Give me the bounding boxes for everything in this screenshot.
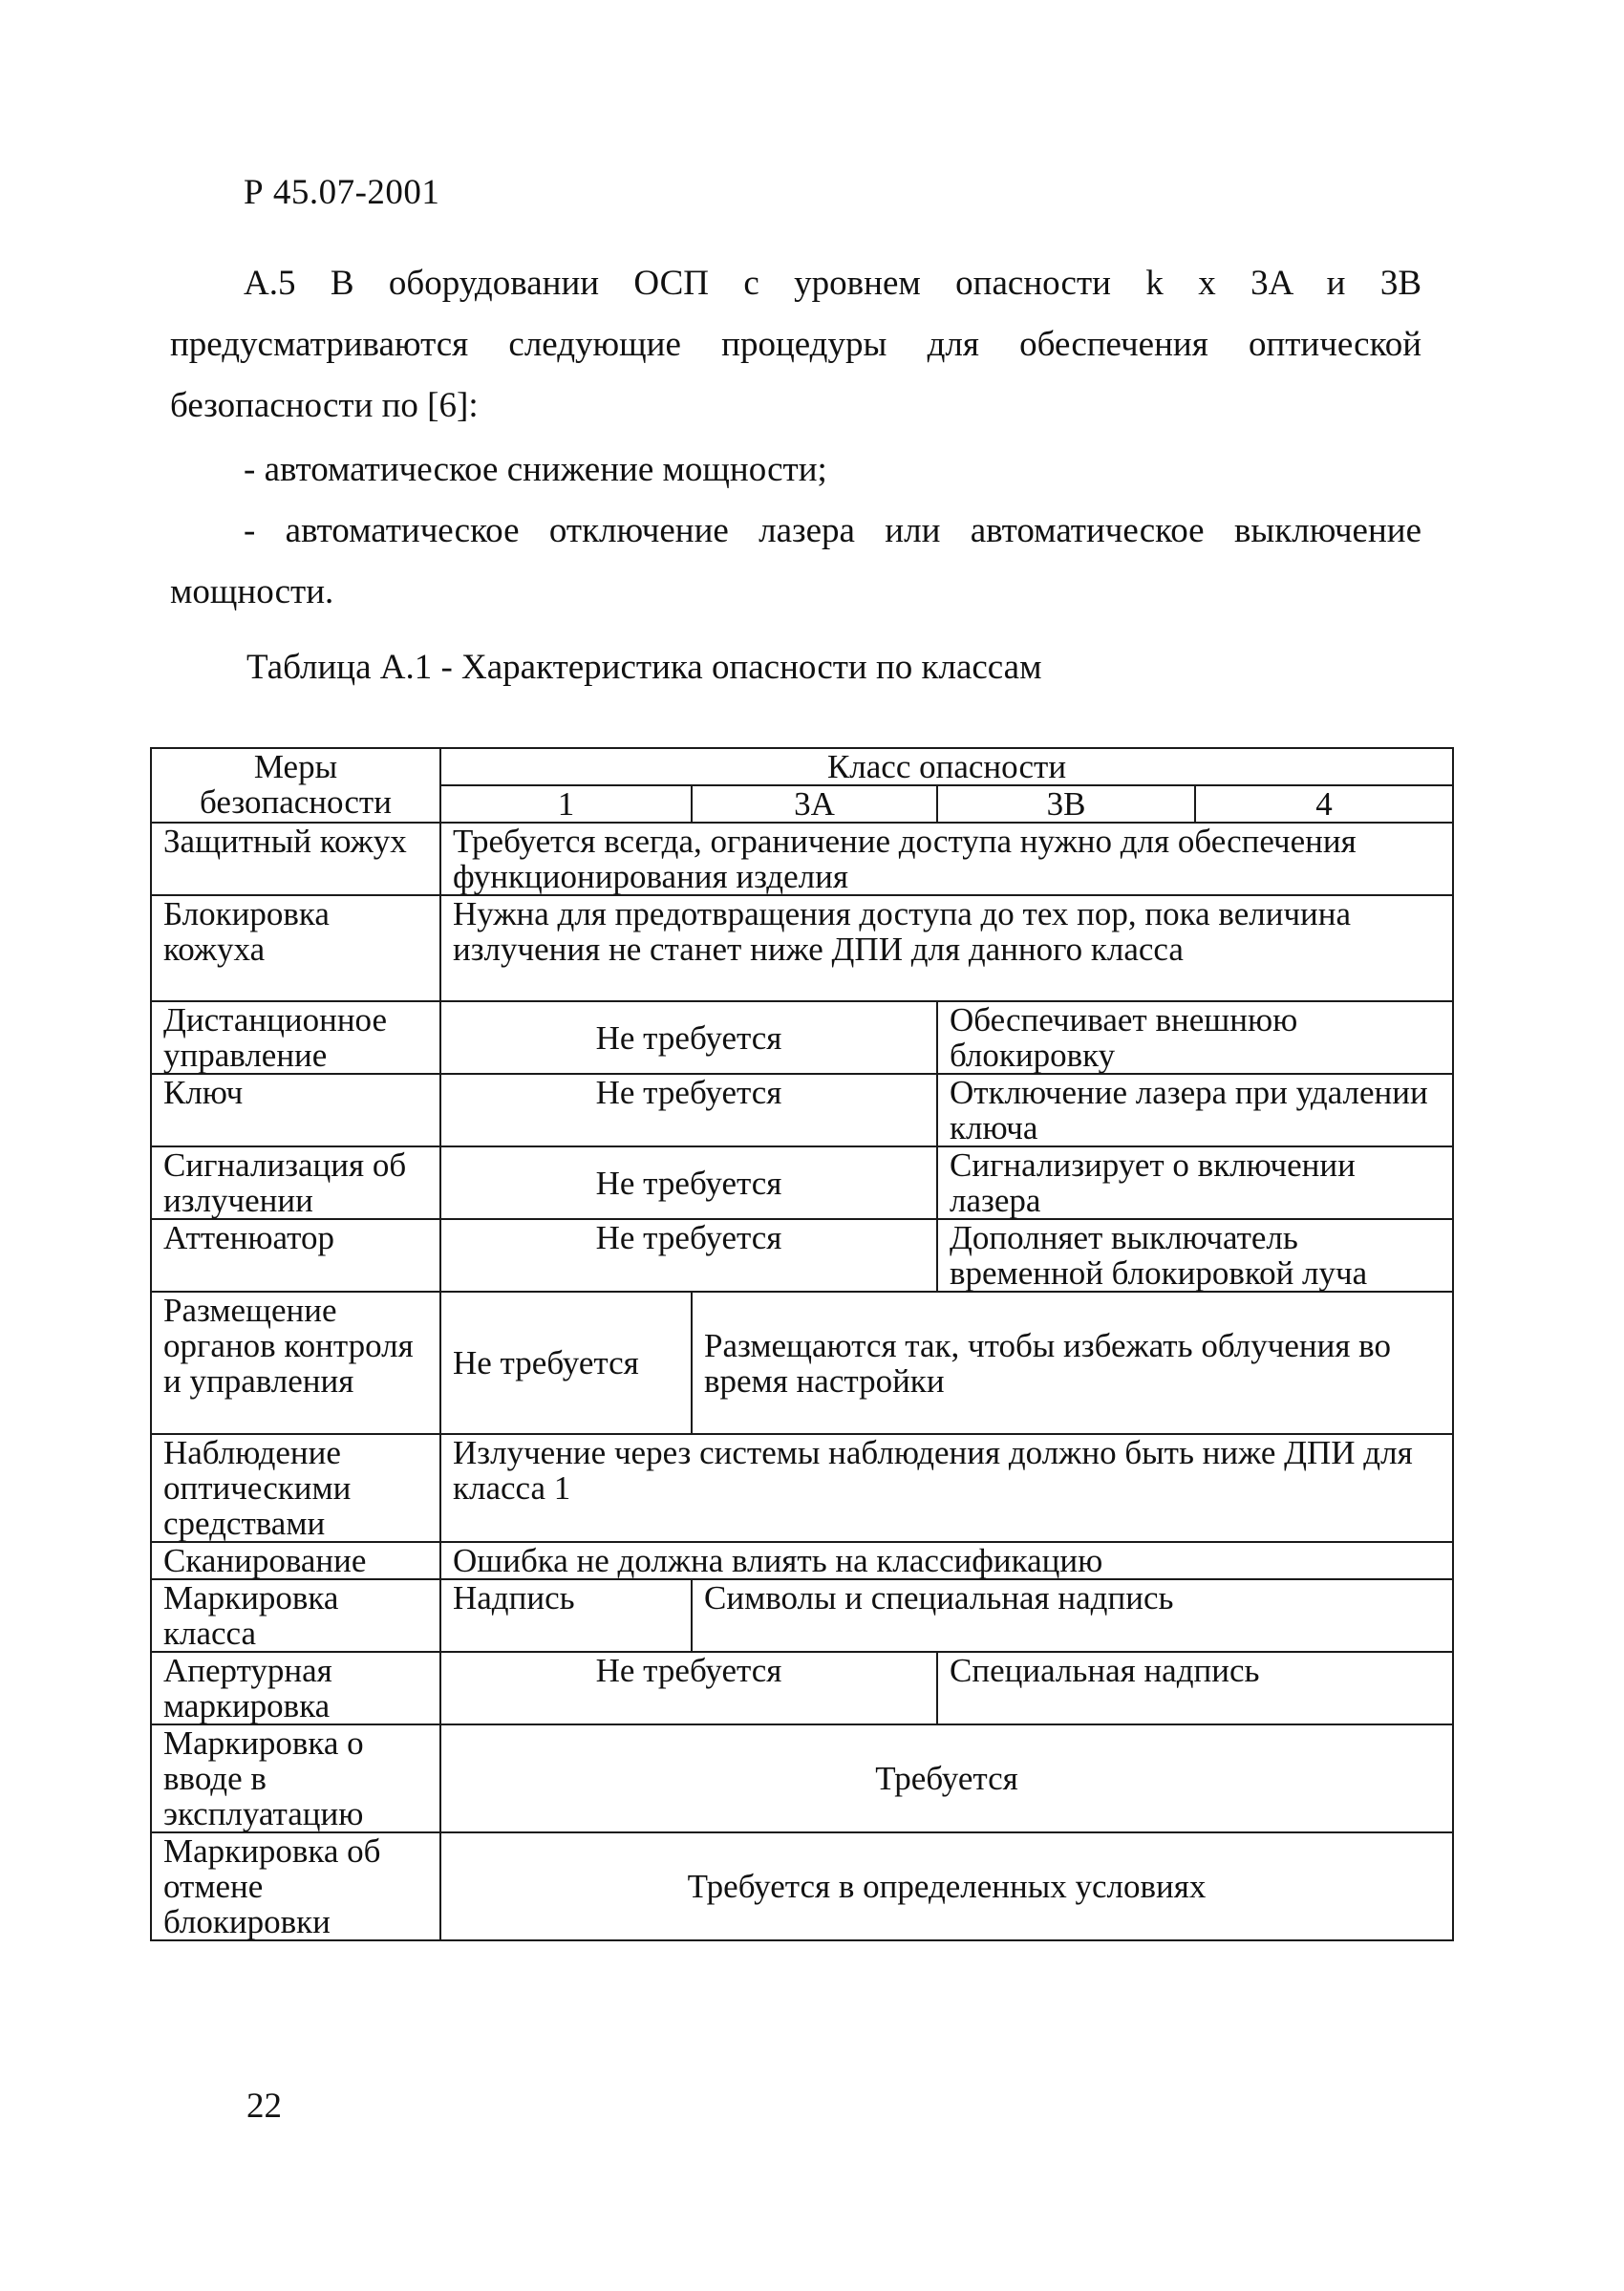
cell-controls-rest: Размещаются так, чтобы избежать облучения во время настройки <box>692 1292 1453 1434</box>
table-row <box>151 1579 1453 1652</box>
header-class-3a: 3A <box>692 785 937 823</box>
table-row <box>151 1219 1453 1292</box>
cell-override: Требуется в определенных условиях <box>440 1832 1453 1940</box>
cell-commissioning: Требуется <box>440 1724 1453 1832</box>
table-row <box>151 1434 1453 1542</box>
list-item-power-reduction: - автоматическое снижение мощности; <box>244 450 827 489</box>
cell-remote-low: Не требуется <box>440 1001 937 1074</box>
header-class-4: 4 <box>1195 785 1453 823</box>
header-class-3b: 3B <box>937 785 1195 823</box>
document-code: Р 45.07-2001 <box>244 173 440 212</box>
cell-controls-class1: Не требуется <box>440 1292 692 1434</box>
cell-class-marking-class1: Надпись <box>440 1579 692 1652</box>
table-row <box>151 1146 1453 1219</box>
cell-attenuator-low: Не требуется <box>440 1219 937 1292</box>
row-label-housing-lock: Блокировка кожуха <box>151 895 440 1001</box>
table-row <box>151 1832 1453 1940</box>
paragraph-a5: А.5 В оборудовании ОСП с уровнем опасности k x 3A и 3В предусматриваются следующие процедуры для обеспечения оптической безопасности по [6]: <box>170 264 1421 425</box>
row-label-key: Ключ <box>151 1074 440 1146</box>
hazard-class-table <box>150 747 1454 1941</box>
table-header-row <box>151 748 1453 785</box>
cell-signal-low: Не требуется <box>440 1146 937 1219</box>
cell-key-high: Отключение лазера при удалении ключа <box>937 1074 1453 1146</box>
cell-attenuator-high: Дополняет выключатель временной блокировкой луча <box>937 1219 1453 1292</box>
cell-remote-high: Обеспечивает внешнюю блокировку <box>937 1001 1453 1074</box>
row-label-optics: Наблюдение оптическими средствами <box>151 1434 440 1542</box>
row-label-controls: Размещение органов контроля и управления <box>151 1292 440 1434</box>
row-label-commissioning: Маркировка о вводе в эксплуатацию <box>151 1724 440 1832</box>
header-class-1: 1 <box>440 785 692 823</box>
table-row <box>151 1001 1453 1074</box>
cell-signal-high: Сигнализирует о включении лазера <box>937 1146 1453 1219</box>
page-number: 22 <box>246 2087 282 2126</box>
cell-housing: Требуется всегда, ограничение доступа нужно для обеспечения функционирования изделия <box>440 823 1453 895</box>
header-hazard-class: Класс опасности <box>440 748 1453 785</box>
table-caption: Таблица А.1 - Характеристика опасности по классам <box>246 648 1042 687</box>
row-label-scanning: Сканирование <box>151 1542 440 1579</box>
row-label-attenuator: Аттенюатор <box>151 1219 440 1292</box>
table-row <box>151 823 1453 895</box>
table-row <box>151 1074 1453 1146</box>
cell-key-low: Не требуется <box>440 1074 937 1146</box>
row-label-aperture: Апертурная маркировка <box>151 1652 440 1724</box>
row-label-class-marking: Маркировка класса <box>151 1579 440 1652</box>
row-label-signal: Сигнализация об излучении <box>151 1146 440 1219</box>
row-label-remote: Дистанционное управление <box>151 1001 440 1074</box>
cell-class-marking-rest: Символы и специальная надпись <box>692 1579 1453 1652</box>
table-row <box>151 1652 1453 1724</box>
table-row <box>151 1724 1453 1832</box>
cell-housing-lock: Нужна для предотвращения доступа до тех пор, пока величина излучения не станет ниже ДПИ для данного класса <box>440 895 1453 1001</box>
table-row <box>151 1542 1453 1579</box>
table-row <box>151 895 1453 1001</box>
table-row <box>151 1292 1453 1434</box>
row-label-housing: Защитный кожух <box>151 823 440 895</box>
cell-aperture-high: Специальная надпись <box>937 1652 1453 1724</box>
cell-aperture-low: Не требуется <box>440 1652 937 1724</box>
row-label-override: Маркировка об отмене блокировки <box>151 1832 440 1940</box>
header-measures: Меры безопасности <box>151 748 440 823</box>
cell-optics: Излучение через системы наблюдения должно быть ниже ДПИ для класса 1 <box>440 1434 1453 1542</box>
list-item-laser-shutdown: - автоматическое отключение лазера или автоматическое выключение мощности. <box>170 511 1421 611</box>
cell-scanning: Ошибка не должна влиять на классификацию <box>440 1542 1453 1579</box>
